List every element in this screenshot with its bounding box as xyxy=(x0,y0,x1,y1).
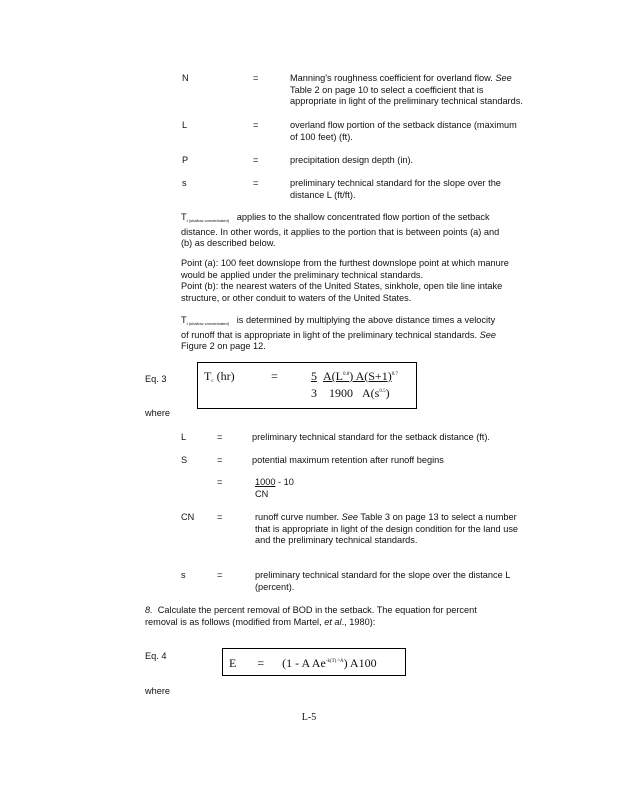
points-paragraph: Point (a): 100 feet downslope from the furthest downslope point at which manure would be applied under the preliminary technical standards. Point (b): the nearest waters of the United States, sinkhole, open tile line intake structure, or other conduit to waters of the United States. xyxy=(181,258,509,303)
def-l-equals: = xyxy=(253,120,259,130)
def2-S-text: potential maximum retention after runoff begins xyxy=(252,455,444,465)
eq3-box xyxy=(197,362,417,409)
def-n-equals: = xyxy=(253,73,259,83)
step-8-paragraph: 8. Calculate the percent removal of BOD in the setback. The equation for percent removal is as follows (modified from Martel, et al., 1980): xyxy=(145,605,477,627)
def2-s-symbol: s xyxy=(181,570,186,580)
where-label-2: where xyxy=(145,686,171,696)
def2-S2-fraction: 1000 - 10 CN xyxy=(255,477,294,499)
eq3-numerator: 5 $A(L^{0.8})$ $A(S+1)^{0.7}$ xyxy=(311,369,398,383)
def-n-text: Manning's roughness coefficient for overland flow. See Table 2 on page 10 to select a coefficient that is appropriate in light of the preliminary technical standards. xyxy=(290,73,523,106)
def2-S-symbol: S xyxy=(181,455,188,465)
eq3-label: Eq. 3 xyxy=(145,374,167,384)
def-s-symbol: s xyxy=(182,178,187,188)
def2-l-symbol: L xyxy=(181,432,187,442)
where-label-1: where xyxy=(145,408,171,418)
def-p-equals: = xyxy=(253,155,259,165)
def2-s-text: preliminary technical standard for the slope over the distance L (percent). xyxy=(255,570,511,592)
def-s-text: preliminary technical standard for the slope over the distance L (ft/ft). xyxy=(290,178,501,200)
def2-cn-symbol: CN xyxy=(181,512,195,522)
def2-S2-equals: = xyxy=(217,477,223,487)
def-l-symbol: L xyxy=(182,120,188,130)
def2-l-text: preliminary technical standard for the setback distance (ft). xyxy=(252,432,490,442)
def2-cn-equals: = xyxy=(217,512,223,522)
eq3-denominator: 3 1900 $A(s^{0.5})$ xyxy=(311,386,390,400)
tt-paragraph-2: $T_{t (shallow concentrated)}$ is determined by multiplying the above distance times a velocity of runoff that is appropriate in light of the preliminary technical standards. See Figure 2 on page 12. xyxy=(181,315,496,351)
def2-S-equals: = xyxy=(217,455,223,465)
def2-l-equals: = xyxy=(217,432,223,442)
def2-s-equals: = xyxy=(217,570,223,580)
def-n-symbol: N xyxy=(182,73,189,83)
def-l-text: overland flow portion of the setback distance (maximum of 100 feet) (ft). xyxy=(290,120,517,142)
eq4-label: Eq. 4 xyxy=(145,651,167,661)
def2-cn-text: runoff curve number. See Table 3 on page 13 to select a number that is appropriate in light of the design condition for the land use and the preliminary technical standards. xyxy=(255,512,519,545)
page-number: L-5 xyxy=(301,712,317,723)
def-s-equals: = xyxy=(253,178,259,188)
eq4-expression: E = (1 - A $Ae^{-k(T) \^{}A}$) A100 xyxy=(229,656,377,670)
eq3-equals: = xyxy=(271,369,278,383)
tt-paragraph-1: $T_{t (shallow concentrated)}$ applies to the shallow concentrated flow portion of the setback distance. In other words, it applies to the portion that is between points (a) and (b) as described below. xyxy=(181,212,500,248)
eq4-box xyxy=(222,648,406,676)
def-p-text: precipitation design depth (in). xyxy=(290,155,414,165)
def-p-symbol: P xyxy=(182,155,189,165)
eq3-lhs: $T_c$ (hr) xyxy=(204,369,235,384)
